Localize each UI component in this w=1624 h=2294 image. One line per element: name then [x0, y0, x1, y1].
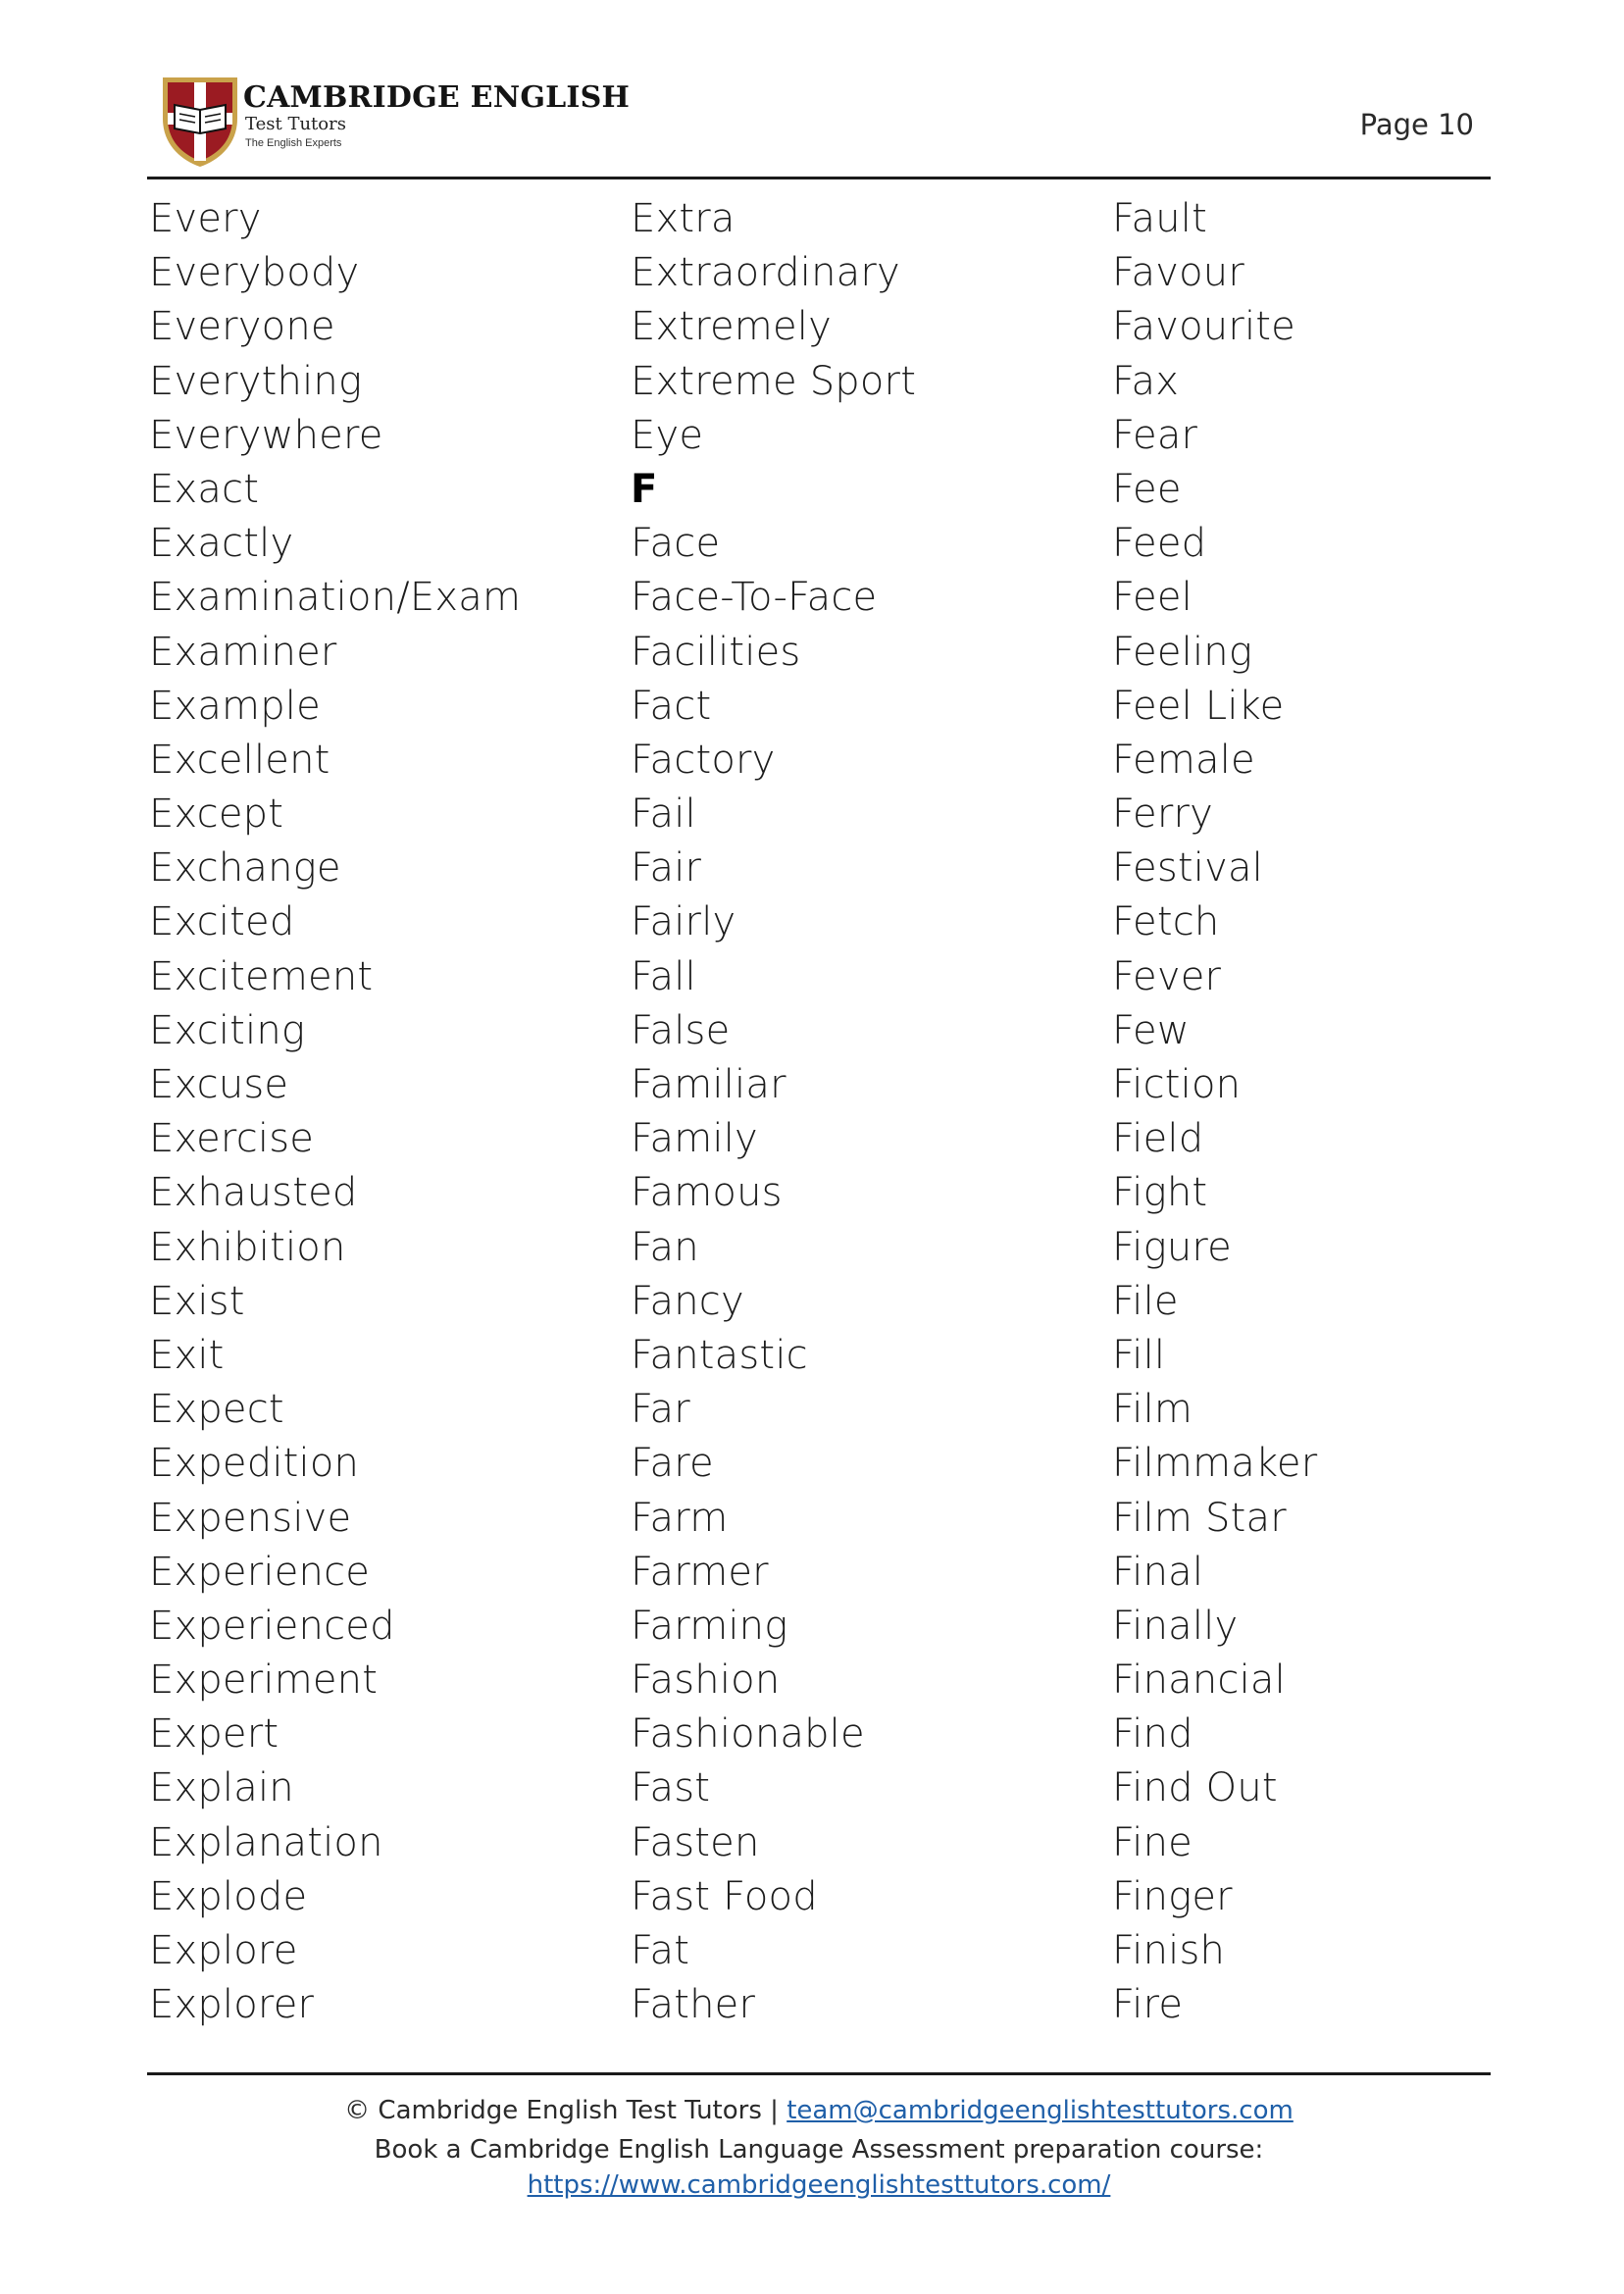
- word-item: Film: [1112, 1387, 1193, 1433]
- brand-subtitle: Test Tutors: [245, 114, 346, 134]
- word-item: Experienced: [149, 1603, 395, 1649]
- word-item: Fast Food: [631, 1873, 818, 1919]
- word-item: False: [631, 1007, 731, 1053]
- word-item: Eye: [631, 412, 704, 458]
- word-item: Fill: [1112, 1332, 1166, 1378]
- word-item: Fantastic: [631, 1332, 808, 1378]
- word-item: Excellent: [149, 737, 330, 783]
- word-item: Filmmaker: [1112, 1441, 1318, 1487]
- word-item: Festival: [1112, 845, 1263, 892]
- word-item: Fail: [631, 791, 696, 838]
- word-item: Face-To-Face: [631, 575, 878, 621]
- word-item: Explore: [149, 1928, 298, 1973]
- word-item: Finger: [1112, 1873, 1233, 1919]
- word-item: Everybody: [149, 250, 360, 296]
- word-item: Facilities: [631, 629, 801, 675]
- word-item: Fast: [631, 1765, 711, 1811]
- word-item: Father: [631, 1982, 756, 2028]
- word-item: Fasten: [631, 1819, 760, 1865]
- word-item: Fairly: [631, 899, 736, 945]
- word-item: Expect: [149, 1387, 284, 1433]
- word-item: Face: [631, 521, 721, 567]
- word-item: Examiner: [149, 629, 337, 675]
- word-item: Exciting: [149, 1007, 306, 1053]
- word-item: Ferry: [1112, 791, 1213, 838]
- word-item: Fax: [1112, 358, 1180, 404]
- word-item: Famous: [631, 1170, 783, 1216]
- word-item: Finish: [1112, 1928, 1226, 1973]
- word-item: Find Out: [1112, 1765, 1278, 1811]
- footer-contact-line: [147, 2089, 1491, 2132]
- word-item: Expensive: [149, 1495, 352, 1541]
- word-item: Excited: [149, 899, 295, 945]
- word-item: Fear: [1112, 412, 1198, 458]
- word-item: Fashionable: [631, 1711, 865, 1758]
- footer-website-line: [147, 2167, 1491, 2203]
- footer-copyright: © Cambridge English Test Tutors |: [344, 2096, 787, 2125]
- word-item: Fine: [1112, 1819, 1193, 1865]
- footer-booking-text: Book a Cambridge English Language Assessment preparation course:: [374, 2135, 1264, 2165]
- word-item: Financial: [1112, 1657, 1286, 1704]
- word-item: Expedition: [149, 1441, 360, 1487]
- word-item: Explanation: [149, 1819, 383, 1865]
- word-item: Exact: [149, 466, 260, 512]
- word-item: Exit: [149, 1332, 225, 1378]
- word-item: Everything: [149, 358, 363, 404]
- word-item: Farming: [631, 1603, 788, 1649]
- word-item: Fact: [631, 683, 712, 729]
- brand-tagline: The English Experts: [245, 137, 342, 149]
- word-item: Fat: [631, 1928, 690, 1973]
- word-item: Figure: [1112, 1224, 1232, 1270]
- word-item: Fan: [631, 1224, 699, 1270]
- word-item: Explorer: [149, 1982, 315, 2028]
- word-list: [149, 192, 1493, 2036]
- word-item: Everywhere: [149, 412, 383, 458]
- word-item: Everyone: [149, 304, 335, 350]
- word-item: Explain: [149, 1765, 294, 1811]
- word-item: Extreme Sport: [631, 358, 917, 404]
- word-item: Fight: [1112, 1170, 1208, 1216]
- word-item: Excitement: [149, 953, 374, 999]
- word-item: Final: [1112, 1549, 1204, 1595]
- word-item: Exercise: [149, 1116, 315, 1162]
- word-item: Experiment: [149, 1657, 379, 1704]
- word-item: Fair: [631, 845, 702, 892]
- word-item: Fever: [1112, 953, 1222, 999]
- word-item: Find: [1112, 1711, 1193, 1758]
- word-item: Farmer: [631, 1549, 769, 1595]
- word-item: Favour: [1112, 250, 1244, 296]
- word-item: Few: [1112, 1007, 1190, 1053]
- word-item: Fancy: [631, 1278, 744, 1324]
- page-footer: [147, 2089, 1491, 2203]
- header-divider: [147, 177, 1491, 179]
- word-item: Fetch: [1112, 899, 1220, 945]
- word-item: Fall: [631, 953, 696, 999]
- word-item: Explode: [149, 1873, 308, 1919]
- word-item: Experience: [149, 1549, 371, 1595]
- word-item: Female: [1112, 737, 1255, 783]
- page-header: [147, 69, 1491, 177]
- word-item: Farm: [631, 1495, 729, 1541]
- word-item: Fault: [1112, 196, 1207, 241]
- word-item: Exhausted: [149, 1170, 358, 1216]
- word-item: Example: [149, 683, 321, 729]
- footer-divider: [147, 2072, 1491, 2075]
- word-item: Exchange: [149, 845, 341, 892]
- word-item: Extremely: [631, 304, 832, 350]
- word-column-3: [1112, 192, 1317, 2032]
- word-item: Feed: [1112, 521, 1207, 567]
- word-item: Exactly: [149, 521, 294, 567]
- word-item: Feeling: [1112, 629, 1253, 675]
- word-item: Fashion: [631, 1657, 781, 1704]
- word-item: Excuse: [149, 1062, 289, 1107]
- brand-name: CAMBRIDGE ENGLISH: [243, 80, 631, 115]
- letter-heading: F: [631, 466, 658, 512]
- word-item: Fee: [1112, 466, 1182, 512]
- word-item: Familiar: [631, 1062, 787, 1107]
- word-item: Family: [631, 1116, 758, 1162]
- word-item: Feel: [1112, 575, 1193, 621]
- word-item: Every: [149, 196, 262, 241]
- footer-website-link[interactable]: https://www.cambridgeenglishtesttutors.com/: [527, 2170, 1111, 2200]
- footer-email-link[interactable]: team@cambridgeenglishtesttutors.com: [787, 2096, 1294, 2125]
- word-item: File: [1112, 1278, 1179, 1324]
- page-number: Page 10: [1359, 108, 1474, 141]
- word-item: Favourite: [1112, 304, 1295, 350]
- word-item: Extra: [631, 196, 736, 241]
- word-item: Fire: [1112, 1982, 1184, 2028]
- word-item: Feel Like: [1112, 683, 1285, 729]
- word-item: Field: [1112, 1116, 1204, 1162]
- shield-book-icon: [159, 74, 241, 170]
- word-item: Expert: [149, 1711, 279, 1758]
- word-item: Factory: [631, 737, 776, 783]
- word-item: Film Star: [1112, 1495, 1287, 1541]
- word-item: Far: [631, 1387, 690, 1433]
- word-item: Extraordinary: [631, 250, 900, 296]
- word-item: Examination/Exam: [149, 575, 522, 621]
- word-item: Exhibition: [149, 1224, 346, 1270]
- word-item: Exist: [149, 1278, 245, 1324]
- word-column-1: [149, 192, 521, 2032]
- word-item: Fare: [631, 1441, 714, 1487]
- word-column-2: [631, 192, 916, 2032]
- word-item: Finally: [1112, 1603, 1239, 1649]
- word-item: Fiction: [1112, 1062, 1242, 1107]
- word-item: Except: [149, 791, 284, 838]
